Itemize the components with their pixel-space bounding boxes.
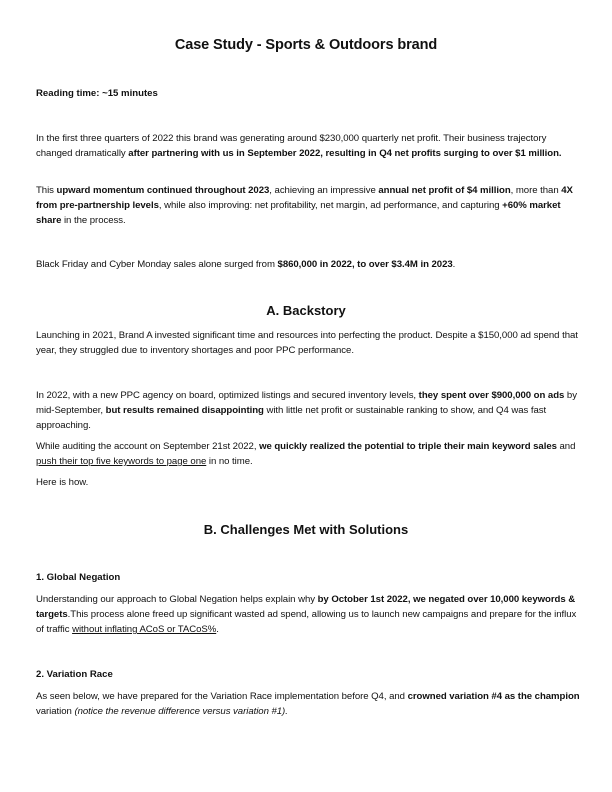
reading-time: Reading time: ~15 minutes xyxy=(36,88,158,99)
text-run: .This process alone freed up significant wasted ad spend, allowing us to launch new campaigns and prepare for the influx of traffic xyxy=(36,609,577,635)
bold-text: 4X from pre-partnership levels xyxy=(36,185,573,211)
italic-text: (notice the revenue difference versus variation #1). xyxy=(74,706,288,717)
text-run: In the first three quarters of 2022 this brand was generating around $230,000 quarterly net profit. Their business trajectory changed dramatically xyxy=(36,133,547,159)
variation-race-heading: 2. Variation Race xyxy=(36,669,113,680)
section-a-heading: A. Backstory xyxy=(266,303,346,318)
global-negation-heading: 1. Global Negation xyxy=(36,572,121,583)
backstory-paragraph-4 xyxy=(36,475,581,490)
text-run: . xyxy=(452,259,456,270)
text-run: by mid-September, xyxy=(36,390,577,416)
backstory-paragraph-3 xyxy=(36,439,581,469)
text-run: , more than xyxy=(510,185,562,196)
text-run: While auditing the account on September 21st 2022, xyxy=(36,441,260,452)
text-run: with little net profit or sustainable ranking to show, and Q4 was fast approaching. xyxy=(36,405,547,431)
text-run: In 2022, with a new PPC agency on board, optimized listings and secured inventory levels, xyxy=(36,390,419,401)
text-run: in the process. xyxy=(61,215,126,226)
text-run: Understanding our approach to Global Negation helps explain why xyxy=(36,594,318,605)
text-run: , achieving an impressive xyxy=(269,185,379,196)
intro-paragraph-3 xyxy=(36,257,581,272)
bold-text: we quickly realized the potential to triple their main keyword sales xyxy=(259,441,557,452)
text-run: Launching in 2021, Brand A invested significant time and resources into perfecting the product. Despite a $150,000 ad spend that year, they struggled due to inventory shortages and poor PPC performance. xyxy=(36,330,578,356)
text-run: This xyxy=(36,185,57,196)
section-b-heading: B. Challenges Met with Solutions xyxy=(203,522,409,537)
backstory-paragraph-2 xyxy=(36,388,581,433)
bold-text: they spent over $900,000 on ads xyxy=(418,390,565,401)
text-run: . xyxy=(216,624,219,635)
bold-text: +60% market share xyxy=(36,200,561,226)
text-run: and xyxy=(556,441,576,452)
bold-text: by October 1st 2022, we negated over 10,000 keywords & targets xyxy=(36,594,576,620)
intro-paragraph-1 xyxy=(36,131,581,161)
bold-text: crowned variation #4 as the champion xyxy=(407,691,580,702)
underlined-text: without inflating ACoS or TACoS% xyxy=(72,624,217,635)
underlined-text: push their top five keywords to page one xyxy=(36,456,207,467)
bold-text: after partnering with us in September 2022, resulting in Q4 net profits surging to over $1 million. xyxy=(128,148,562,159)
text-run: in no time. xyxy=(206,456,253,467)
document-title: Case Study - Sports & Outdoors brand xyxy=(174,37,438,53)
text-run: variation xyxy=(36,706,75,717)
bold-text: but results remained disappointing xyxy=(105,405,264,416)
bold-text: upward momentum continued throughout 2023 xyxy=(56,185,270,196)
text-run: As seen below, we have prepared for the Variation Race implementation before Q4, and xyxy=(36,691,408,702)
text-run: Black Friday and Cyber Monday sales alone surged from xyxy=(36,259,278,270)
intro-paragraph-2 xyxy=(36,183,581,228)
global-negation-paragraph xyxy=(36,592,581,637)
bold-text: annual net profit of $4 million xyxy=(378,185,511,196)
bold-text: $860,000 in 2022, to over $3.4M in 2023 xyxy=(277,259,453,270)
text-run: Here is how. xyxy=(36,477,89,488)
text-run: , while also improving: net profitability, net margin, ad performance, and capturing xyxy=(158,200,503,211)
backstory-paragraph-1 xyxy=(36,328,581,358)
variation-race-paragraph xyxy=(36,689,581,719)
